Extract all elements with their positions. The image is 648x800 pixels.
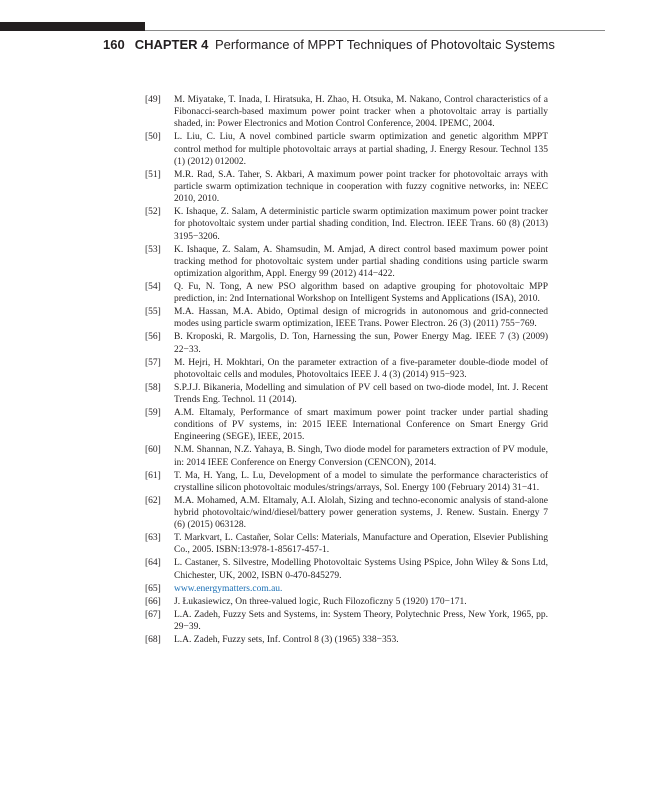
reference-text: T. Markvart, L. Castañer, Solar Cells: Materials, Manufacture and Operation, Elsevier Publishing Co., 2005. ISBN:13:978-1-85617-457-1. — [174, 533, 548, 556]
reference-item — [145, 532, 548, 556]
reference-text: T. Ma, H. Yang, L. Lu, Development of a model to simulate the performance characteristics of crystalline silicon photovoltaic modules/strings/arrays, Sol. Energy 100 (February 2014) 31−41. — [174, 470, 548, 493]
page-number: 160 — [103, 37, 125, 52]
reference-item — [145, 557, 548, 581]
reference-number: [55] — [145, 307, 161, 318]
reference-number: [61] — [145, 470, 161, 481]
reference-text: M. Hejri, H. Mokhtari, On the parameter extraction of a five-parameter double-diode model of photovoltaic cells and modules, Photovoltaics IEEE J. 4 (3) (2014) 915−923. — [174, 357, 548, 380]
reference-text: K. Ishaque, Z. Salam, A. Shamsudin, M. Amjad, A direct control based maximum power point tracking method for photovoltaic system under partial shading conditions using particle swarm optimization algorithm, Appl. Energy 99 (2012) 414−422. — [174, 244, 548, 280]
reference-item — [145, 94, 548, 131]
reference-item — [145, 470, 548, 494]
reference-item — [145, 634, 548, 646]
reference-text: M. Miyatake, T. Inada, I. Hiratsuka, H. Zhao, H. Otsuka, M. Nakano, Control characteristics of a Fibonacci-search-based maximum power point tracker when a photovoltaic array is partially shaded, in: Power Electronics and Motion Control Conference, 2004. IPEMC, 2004. — [174, 95, 548, 130]
reference-text: L. Liu, C. Liu, A novel combined particle swarm optimization and genetic algorithm MPPT control method for multiple photovoltaic arrays at partial shading, J. Energy Resour. Technol 135 (1) (2012) 012002. — [174, 132, 548, 167]
chapter-title: Performance of MPPT Techniques of Photovoltaic Systems — [215, 37, 555, 52]
reference-item — [145, 407, 548, 444]
reference-text: M.A. Mohamed, A.M. Eltamaly, A.I. Alolah, Sizing and techno-economic analysis of stand-alone hybrid photovoltaic/wind/diesel/battery power generation systems, J. Renew. Sustain. Energy 7 (6) (2015) 063128. — [174, 495, 548, 531]
reference-number: [57] — [145, 357, 161, 368]
reference-number: [49] — [145, 95, 161, 105]
reference-link[interactable]: www.energymatters.com.au. — [174, 583, 283, 594]
reference-list — [145, 94, 548, 647]
reference-text: A.M. Eltamaly, Performance of smart maximum power point tracker under partial shading conditions of PV systems, in: 2015 IEEE International Conference on Smart Energy Grid Engineering (SEGE), IEEE, 2015. — [174, 408, 548, 443]
reference-number: [50] — [145, 132, 161, 143]
reference-item — [145, 131, 548, 168]
reference-text: K. Ishaque, Z. Salam, A deterministic particle swarm optimization maximum power point tracker for photovoltaic system under partial shading condition, Ind. Electron. IEEE Trans. 60 (8) (2013) 3195−3206. — [174, 207, 548, 242]
reference-number: [60] — [145, 445, 161, 456]
reference-item — [145, 596, 548, 608]
reference-text: L.A. Zadeh, Fuzzy sets, Inf. Control 8 (3) (1965) 338−353. — [174, 634, 399, 645]
reference-number: [68] — [145, 634, 161, 645]
reference-number: [56] — [145, 332, 161, 343]
reference-number: [67] — [145, 609, 161, 620]
reference-item — [145, 206, 548, 243]
reference-text: N.M. Shannan, N.Z. Yahaya, B. Singh, Two diode model for parameters extraction of PV module, in: 2014 IEEE Conference on Energy Conversion (CENCON), 2014. — [174, 445, 548, 468]
reference-text: M.A. Hassan, M.A. Abido, Optimal design of microgrids in autonomous and grid-connected modes using particle swarm optimization, IEEE Trans. Power Electron. 26 (3) (2011) 755−769. — [174, 307, 548, 330]
reference-number: [52] — [145, 207, 161, 218]
running-head — [103, 37, 555, 53]
header-black-bar — [0, 22, 145, 31]
reference-item — [145, 244, 548, 281]
reference-item — [145, 382, 548, 406]
reference-item — [145, 281, 548, 305]
reference-text: L. Castaner, S. Silvestre, Modelling Photovoltaic Systems Using PSpice, John Wiley & Sons Ltd, Chichester, UK, 2002, ISBN 0-470-845279. — [174, 558, 548, 581]
reference-number: [65] — [145, 583, 161, 594]
chapter-label: CHAPTER 4 — [134, 37, 209, 52]
reference-text: B. Kroposki, R. Margolis, D. Ton, Harnessing the sun, Power Energy Mag. IEEE 7 (3) (2009) 22−33. — [174, 332, 548, 355]
reference-text: L.A. Zadeh, Fuzzy Sets and Systems, in: System Theory, Polytechnic Press, New York, 1965, pp. 29−39. — [174, 609, 548, 632]
reference-number: [63] — [145, 533, 161, 544]
reference-text: M.R. Rad, S.A. Taher, S. Akbari, A maximum power point tracker for photovoltaic arrays with particle swarm optimization technique in cooperation with fuzzy cognitive networks, in: NEEC 2010, 2010. — [174, 169, 548, 205]
reference-number: [64] — [145, 558, 161, 569]
reference-number: [66] — [145, 596, 161, 607]
reference-number: [62] — [145, 495, 161, 506]
reference-item — [145, 331, 548, 355]
reference-number: [51] — [145, 169, 161, 180]
reference-item — [145, 306, 548, 330]
reference-item — [145, 444, 548, 468]
reference-item — [145, 495, 548, 532]
reference-item — [145, 169, 548, 206]
reference-item — [145, 609, 548, 633]
reference-text: Q. Fu, N. Tong, A new PSO algorithm based on adaptive grouping for photovoltaic MPP prediction, in: 2nd International Workshop on Intelligent Systems and Applications (ISA), 2010. — [174, 282, 548, 305]
reference-text: S.P.J.J. Bikaneria, Modelling and simulation of PV cell based on two-diode model, Int. J. Recent Trends Eng. Technol. 11 (2014). — [174, 382, 548, 406]
reference-item — [145, 583, 548, 595]
reference-number: [58] — [145, 382, 161, 393]
reference-text: J. Łukasiewicz, On three-valued logic, Ruch Filozoficzny 5 (1920) 170−171. — [174, 596, 467, 607]
reference-item — [145, 357, 548, 381]
header-rule — [145, 30, 605, 31]
reference-number: [54] — [145, 282, 161, 293]
reference-number: [53] — [145, 244, 161, 255]
reference-number: [59] — [145, 408, 161, 419]
